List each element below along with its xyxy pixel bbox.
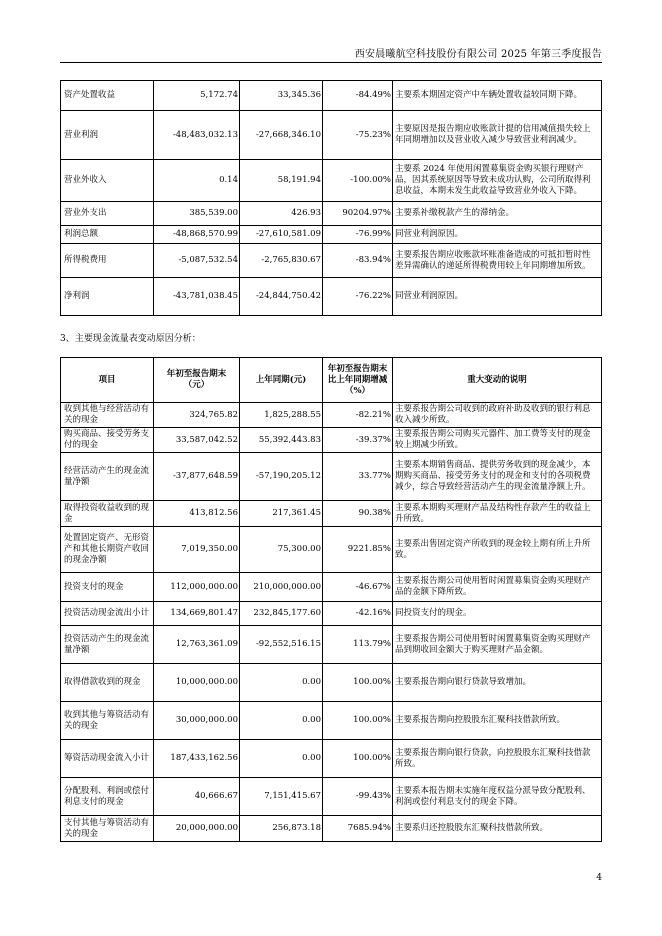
cash-flow-change-table (60, 357, 602, 842)
row-previous: -2,765,830.67 (240, 244, 323, 278)
row-reason: 主要系补缴税款产生的滞纳金。 (393, 202, 602, 226)
row-change: -75.23% (323, 111, 393, 160)
row-change: 100.00% (323, 664, 393, 702)
row-reason: 主要系本期固定资产中车辆处置收益较同期下降。 (393, 81, 602, 111)
row-reason: 同营业利润原因。 (393, 226, 602, 244)
row-reason: 主要系出售固定资产所收到的现金较上期有所上升所致。 (393, 527, 602, 573)
table-row (61, 81, 602, 111)
row-reason: 同营业利润原因。 (393, 278, 602, 316)
row-current: 187,433,162.56 (154, 740, 240, 778)
row-previous: 58,191.94 (240, 160, 323, 202)
row-item: 分配股利、利润或偿付利息支付的现金 (61, 778, 154, 816)
row-change: 33.77% (323, 453, 393, 501)
table-row (61, 202, 602, 226)
row-reason: 主要原因是报告期应收账款计提的信用减值损失较上年同期增加以及营业收入减少导致营业利润减少。 (393, 111, 602, 160)
row-previous: 426.93 (240, 202, 323, 226)
header-reason: 重大变动的说明 (393, 358, 602, 403)
row-item: 营业利润 (61, 111, 154, 160)
table-header-row (61, 358, 602, 403)
row-previous: 75,300.00 (240, 527, 323, 573)
row-change: 113.79% (323, 626, 393, 664)
row-reason: 同投资支付的现金。 (393, 602, 602, 626)
cash-flow-section-title: 3、主要现金流量表变动原因分析： (60, 334, 201, 344)
row-item: 收到其他与筹资活动有关的现金 (61, 702, 154, 740)
row-reason: 主要系报告期向银行贷款导致增加。 (393, 664, 602, 702)
row-change: 100.00% (323, 702, 393, 740)
row-change: -46.67% (323, 573, 393, 602)
row-previous: 7,151,415.67 (240, 778, 323, 816)
row-change: 90.38% (323, 501, 393, 527)
row-previous: -57,190,205.12 (240, 453, 323, 501)
row-current: 324,765.82 (154, 403, 240, 428)
row-current: 20,000,000.00 (154, 816, 240, 842)
row-current: 413,812.56 (154, 501, 240, 527)
row-change: -83.94% (323, 244, 393, 278)
row-item: 投资活动现金流出小计 (61, 602, 154, 626)
row-item: 经营活动产生的现金流量净额 (61, 453, 154, 501)
row-item: 取得投资收益收到的现金 (61, 501, 154, 527)
table-row (61, 664, 602, 702)
row-reason: 主要系报告期公司购买元器件、加工费等支付的现金较上期减少所致。 (393, 428, 602, 453)
row-item: 收到其他与经营活动有关的现金 (61, 403, 154, 428)
row-previous: -27,668,346.10 (240, 111, 323, 160)
header-change: 年初至报告期末比上年同期增减（%） (323, 358, 393, 403)
row-item: 营业外支出 (61, 202, 154, 226)
row-item: 资产处置收益 (61, 81, 154, 111)
row-reason: 主要系归还控股股东汇聚科技借款所致。 (393, 816, 602, 842)
row-change: -76.99% (323, 226, 393, 244)
row-reason: 主要系本期购买理财产品及结构性存款产生的收益上升所致。 (393, 501, 602, 527)
row-change: -82.21% (323, 403, 393, 428)
row-current: 7,019,350.00 (154, 527, 240, 573)
table-row (61, 226, 602, 244)
row-current: 0.14 (154, 160, 240, 202)
row-item: 投资活动产生的现金流量净额 (61, 626, 154, 664)
table-row (61, 160, 602, 202)
table-row (61, 501, 602, 527)
row-current: -48,483,032.13 (154, 111, 240, 160)
row-current: 10,000,000.00 (154, 664, 240, 702)
row-current: -5,087,532.54 (154, 244, 240, 278)
table-row (61, 816, 602, 842)
row-reason: 主要系报告期公司使用暂时闲置募集资金购买理财产品的金额下降所致。 (393, 573, 602, 602)
income-statement-change-table (60, 80, 602, 316)
table-row (61, 740, 602, 778)
row-current: 112,000,000.00 (154, 573, 240, 602)
row-reason: 主要系报告期公司使用暂时闲置募集资金购买理财产品到期收回金额大于购买理财产品金额。 (393, 626, 602, 664)
row-change: -76.22% (323, 278, 393, 316)
row-item: 所得税费用 (61, 244, 154, 278)
row-current: 30,000,000.00 (154, 702, 240, 740)
row-previous: 232,845,177.60 (240, 602, 323, 626)
page-number: 4 (596, 873, 602, 883)
table-row (61, 244, 602, 278)
table-row (61, 702, 602, 740)
row-previous: 210,000,000.00 (240, 573, 323, 602)
row-reason: 主要系报告期公司收到的政府补助及收到的银行利息收入减少所致。 (393, 403, 602, 428)
row-reason: 主要系报告期应收账款坏账准备造成的可抵扣暂时性差异需确认的递延所得税费用较上年同期增加所致。 (393, 244, 602, 278)
row-reason: 主要系本报告期未实施年度权益分派导致分配股利、利润或偿付利息支付的现金下降。 (393, 778, 602, 816)
row-current: 5,172.74 (154, 81, 240, 111)
row-item: 投资支付的现金 (61, 573, 154, 602)
row-item: 取得借款收到的现金 (61, 664, 154, 702)
row-item: 利润总额 (61, 226, 154, 244)
row-current: 134,669,801.47 (154, 602, 240, 626)
table-row (61, 527, 602, 573)
table-row (61, 453, 602, 501)
row-reason: 主要系报告期向控股股东汇聚科技借款所致。 (393, 702, 602, 740)
row-previous: 33,345.36 (240, 81, 323, 111)
row-reason: 主要系本期销售商品、提供劳务收到的现金减少，本期购买商品、接受劳务支付的现金和支付的各项税费减少，综合导致经营活动产生的现金流量净额上升。 (393, 453, 602, 501)
row-current: -37,877,648.59 (154, 453, 240, 501)
row-previous: -24,844,750.42 (240, 278, 323, 316)
row-reason: 主要系报告期向银行贷款，向控股股东汇聚科技借款所致。 (393, 740, 602, 778)
row-previous: 217,361.45 (240, 501, 323, 527)
table-row (61, 602, 602, 626)
row-previous: -27,610,581.09 (240, 226, 323, 244)
header-current: 年初至报告期末（元） (154, 358, 240, 403)
table-row (61, 428, 602, 453)
row-item: 筹资活动现金流入小计 (61, 740, 154, 778)
row-previous: -92,552,516.15 (240, 626, 323, 664)
row-change: 9221.85% (323, 527, 393, 573)
table-row (61, 111, 602, 160)
row-change: -100.00% (323, 160, 393, 202)
header-divider (60, 62, 602, 63)
row-current: 33,587,042.52 (154, 428, 240, 453)
row-change: 7685.94% (323, 816, 393, 842)
row-item: 营业外收入 (61, 160, 154, 202)
row-previous: 0.00 (240, 664, 323, 702)
row-previous: 1,825,288.55 (240, 403, 323, 428)
row-item: 处置固定资产、无形资产和其他长期资产收回的现金净额 (61, 527, 154, 573)
header-item: 项目 (61, 358, 154, 403)
table-row (61, 626, 602, 664)
row-current: 385,539.00 (154, 202, 240, 226)
table-row (61, 278, 602, 316)
table-row (61, 573, 602, 602)
row-previous: 256,873.18 (240, 816, 323, 842)
table-row (61, 778, 602, 816)
header-previous: 上年同期(元) (240, 358, 323, 403)
row-previous: 0.00 (240, 702, 323, 740)
row-change: -39.37% (323, 428, 393, 453)
report-header-title: 西安晨曦航空科技股份有限公司 2025 年第三季度报告 (354, 49, 602, 60)
row-previous: 55,392,443.83 (240, 428, 323, 453)
row-reason: 主要系 2024 年使用闲置募集资金购买银行理财产品，因其系统原因等导致未成功认购，公司所取得利息收益，本期未发生此收益导致营业外收入下降。 (393, 160, 602, 202)
row-current: 40,666.67 (154, 778, 240, 816)
row-previous: 0.00 (240, 740, 323, 778)
row-item: 净利润 (61, 278, 154, 316)
row-change: 100.00% (323, 740, 393, 778)
row-item: 购买商品、接受劳务支付的现金 (61, 428, 154, 453)
table-row (61, 403, 602, 428)
row-change: -99.43% (323, 778, 393, 816)
row-change: -42.16% (323, 602, 393, 626)
row-item: 支付其他与筹资活动有关的现金 (61, 816, 154, 842)
row-current: -43,781,038.45 (154, 278, 240, 316)
row-current: 12,763,361.09 (154, 626, 240, 664)
row-change: 90204.97% (323, 202, 393, 226)
row-change: -84.49% (323, 81, 393, 111)
row-current: -48,868,570.99 (154, 226, 240, 244)
